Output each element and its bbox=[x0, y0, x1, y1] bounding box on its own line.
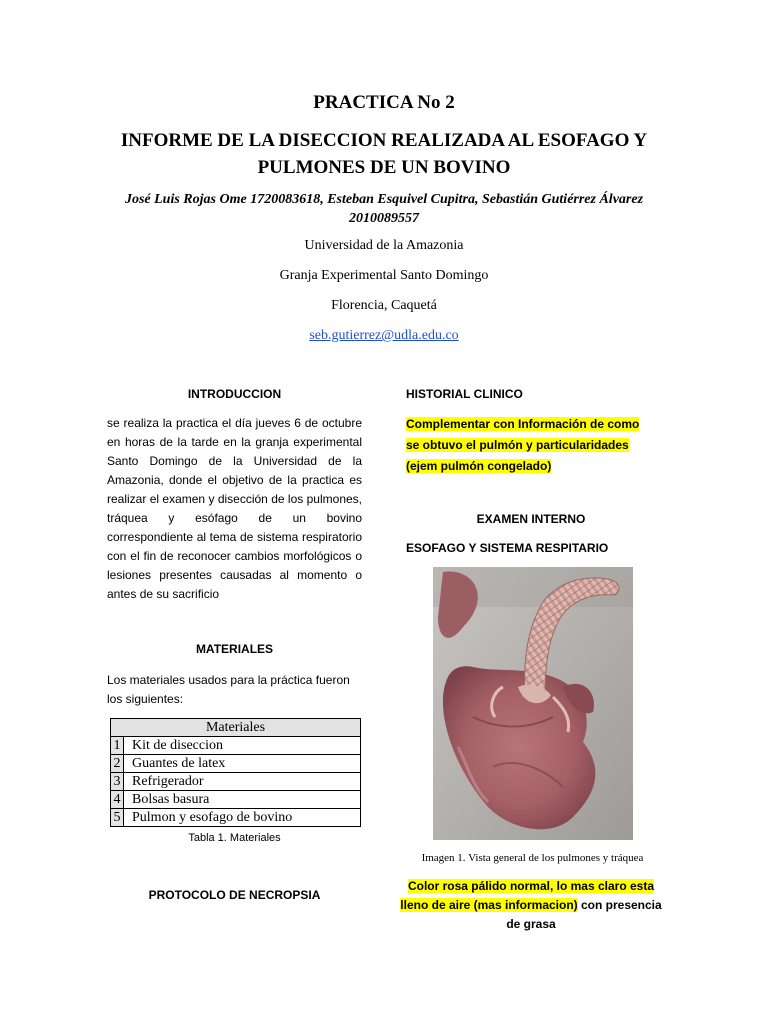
table-header-row bbox=[111, 719, 361, 737]
row-item: Kit de diseccion bbox=[124, 737, 361, 755]
table-row bbox=[111, 809, 361, 827]
university: Universidad de la Amazonia bbox=[304, 238, 464, 253]
table-row bbox=[111, 737, 361, 755]
practice-title: PRACTICA No 2 bbox=[313, 92, 455, 113]
materials-table bbox=[110, 718, 361, 827]
row-number: 4 bbox=[111, 791, 124, 809]
lung-finding-text bbox=[400, 877, 662, 934]
table-row bbox=[111, 791, 361, 809]
necropsy-protocol-heading: PROTOCOLO DE NECROPSIA bbox=[148, 888, 321, 902]
highlighted-note: Complementar con Información de como se obtuvo el pulmón y particularidades (ejem pulmón congelado) bbox=[406, 417, 640, 473]
table-caption: Tabla 1. Materiales bbox=[188, 832, 281, 844]
row-number: 3 bbox=[111, 773, 124, 791]
table-row bbox=[111, 755, 361, 773]
introduction-text: se realiza la practica el día jueves 6 de octubre en horas de la tarde en la granja experimental Santo Domingo de la Universidad de la Amazonia, donde el objetivo de la practica es realizar el examen y disección de los pulmones, tráquea y esófago de un bovino correspondiente al tema de sistema respiratorio con el fin de reconocer cambios morfológicos o lesiones presentes causadas al momento o antes de su sacrificio bbox=[107, 416, 362, 601]
internal-exam-heading: EXAMEN INTERNO bbox=[476, 512, 586, 526]
row-number: 5 bbox=[111, 809, 124, 827]
table-row bbox=[111, 773, 361, 791]
email-line bbox=[0, 328, 768, 344]
highlighted-finding: Color rosa pálido normal, lo mas claro esta lleno de aire (mas informacion) bbox=[400, 879, 655, 912]
row-item: Refrigerador bbox=[124, 773, 361, 791]
row-number: 1 bbox=[111, 737, 124, 755]
row-item: Pulmon y esofago de bovino bbox=[124, 809, 361, 827]
farm-name: Granja Experimental Santo Domingo bbox=[279, 268, 489, 283]
materials-heading: MATERIALES bbox=[195, 642, 274, 656]
city: Florencia, Caquetá bbox=[331, 298, 437, 313]
row-number: 2 bbox=[111, 755, 124, 773]
email-link[interactable]: seb.gutierrez@udla.edu.co bbox=[309, 328, 459, 343]
lungs-trachea-photo bbox=[433, 567, 633, 840]
clinical-history-text bbox=[406, 414, 656, 477]
report-title: INFORME DE LA DISECCION REALIZADA AL ESOFAGO Y PULMONES DE UN BOVINO bbox=[120, 130, 648, 178]
row-item: Bolsas basura bbox=[124, 791, 361, 809]
authors: José Luis Rojas Ome 1720083618, Esteban Esquivel Cupitra, Sebastián Gutiérrez Álvarez 2010089557 bbox=[124, 192, 644, 226]
finding-rest: con presencia de grasa bbox=[506, 898, 662, 931]
esophagus-heading: ESOFAGO Y SISTEMA RESPITARIO bbox=[406, 541, 609, 555]
row-item: Guantes de latex bbox=[124, 755, 361, 773]
introduction-heading: INTRODUCCION bbox=[187, 387, 282, 401]
clinical-history-heading: HISTORIAL CLINICO bbox=[406, 387, 523, 401]
materials-intro: Los materiales usados para la práctica fueron los siguientes: bbox=[107, 673, 350, 706]
table-header: Materiales bbox=[111, 719, 361, 737]
image-caption: Imagen 1. Vista general de los pulmones y tráquea bbox=[421, 852, 644, 864]
